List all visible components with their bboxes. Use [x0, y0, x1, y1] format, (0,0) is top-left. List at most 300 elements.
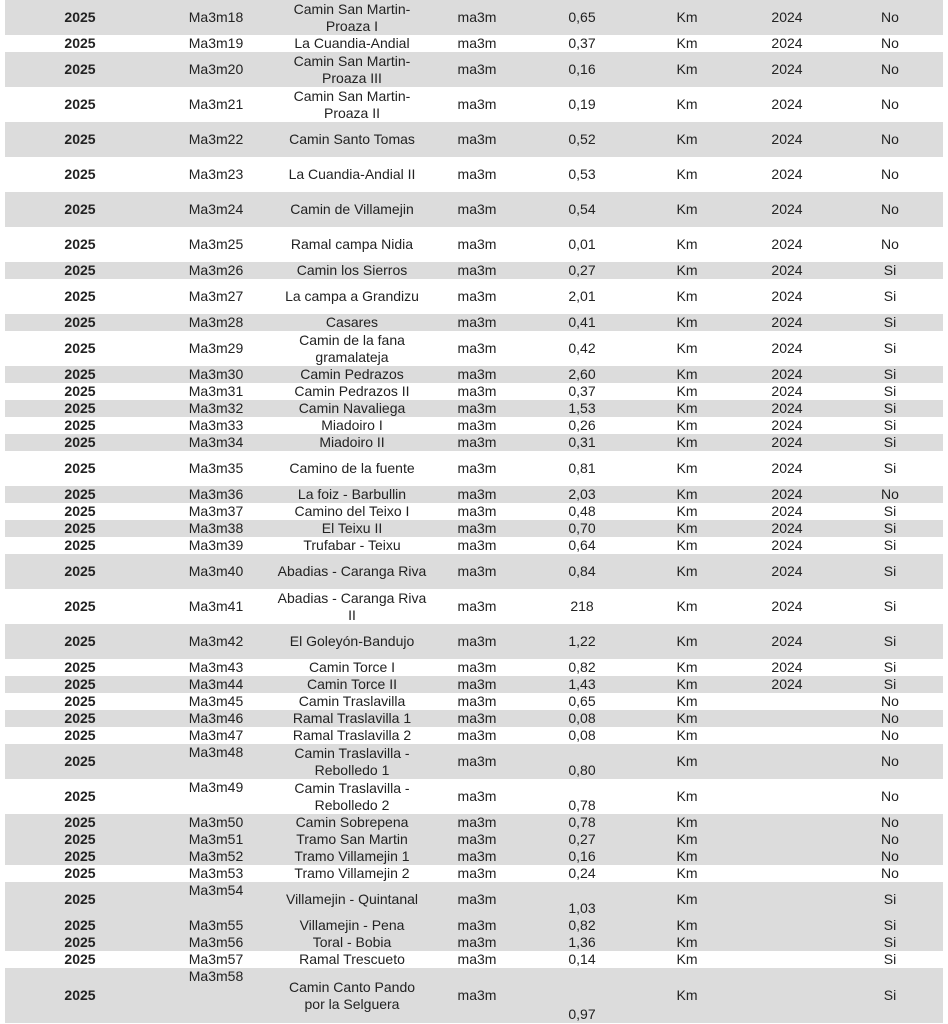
year-cell: 2025 [64, 340, 96, 356]
table-row [5, 865, 943, 882]
prev-year-cell [737, 968, 837, 1023]
measure-cell: Km [637, 554, 737, 589]
year-cell: 2025 [64, 865, 96, 881]
name-cell: Villamejin - Quintanal [277, 882, 427, 917]
year-cell: 2025 [64, 727, 96, 743]
year-cell: 2025 [5, 968, 155, 1023]
year-cell: 2025 [64, 460, 96, 476]
prev-year-cell: 2024 [737, 554, 837, 589]
code-cell: Ma3m40 [155, 554, 277, 589]
code-cell: Ma3m29 [188, 340, 244, 356]
value-cell: 0,53 [568, 166, 596, 182]
table-row [5, 554, 943, 589]
value-cell: 0,65 [527, 0, 637, 35]
flag-cell: No [837, 192, 943, 227]
flag-cell: Si [883, 340, 897, 356]
measure-cell: Km [676, 236, 698, 252]
name-cell: Camino del Teixo I [294, 503, 410, 520]
year-cell: 2025 [64, 659, 96, 675]
flag-cell: Si [837, 554, 943, 589]
prev-year-cell: 2024 [771, 288, 803, 304]
unit-cell: ma3m [457, 236, 497, 252]
measure-cell: Km [637, 52, 737, 87]
year-cell: 2025 [5, 814, 155, 831]
value-cell: 1,36 [527, 934, 637, 951]
value-cell: 0,84 [527, 554, 637, 589]
code-cell: Ma3m46 [155, 710, 277, 727]
value-cell: 1,03 [527, 882, 637, 917]
table-row [5, 934, 943, 951]
year-cell: 2025 [64, 35, 96, 51]
year-cell: 2025 [5, 262, 155, 279]
code-cell: Ma3m25 [188, 236, 244, 252]
unit-cell: ma3m [427, 831, 527, 848]
flag-cell: Si [837, 400, 943, 417]
name-cell: Ramal Traslavilla 1 [277, 710, 427, 727]
code-cell: Ma3m52 [155, 848, 277, 865]
name-cell: Camin Pedrazos [277, 366, 427, 383]
value-cell: 0,08 [527, 710, 637, 727]
prev-year-cell: 2024 [771, 460, 803, 476]
name-cell: Camin Pedrazos II [294, 383, 410, 400]
unit-cell: ma3m [457, 788, 497, 804]
unit-cell: ma3m [457, 503, 497, 519]
code-cell: Ma3m20 [155, 52, 277, 87]
measure-cell: Km [637, 624, 737, 659]
flag-cell: No [881, 35, 899, 51]
flag-cell: No [837, 744, 943, 779]
year-cell: 2025 [5, 848, 155, 865]
name-cell: Camin Torce I [308, 659, 396, 676]
measure-cell: Km [637, 710, 737, 727]
unit-cell: ma3m [457, 865, 497, 881]
code-cell: Ma3m30 [155, 366, 277, 383]
value-cell: 0,82 [527, 917, 637, 934]
value-cell: 2,01 [568, 288, 596, 304]
table-row [5, 951, 943, 968]
value-cell: 0,41 [527, 314, 637, 331]
code-cell: Ma3m56 [155, 934, 277, 951]
measure-cell: Km [637, 968, 737, 1023]
value-cell: 0,16 [527, 848, 637, 865]
name-cell: Camin Navaliega [277, 400, 427, 417]
measure-cell: Km [637, 122, 737, 157]
year-cell: 2025 [5, 934, 155, 951]
code-cell: Ma3m31 [188, 383, 244, 399]
name-cell: Camin San Martin-Proaza III [277, 52, 427, 87]
unit-cell: ma3m [427, 814, 527, 831]
value-cell: 0,52 [527, 122, 637, 157]
measure-cell: Km [676, 288, 698, 304]
code-cell: Ma3m35 [188, 460, 244, 476]
year-cell: 2025 [5, 314, 155, 331]
name-cell: Camino de la fuente [289, 460, 415, 477]
flag-cell: Si [837, 917, 943, 934]
year-cell: 2025 [64, 417, 96, 433]
flag-cell: Si [837, 882, 943, 917]
unit-cell: ma3m [427, 192, 527, 227]
flag-cell: Si [883, 503, 897, 519]
name-cell: Camin de la fana gramalateja [299, 332, 405, 365]
year-cell: 2025 [5, 52, 155, 87]
unit-cell: ma3m [457, 340, 497, 356]
measure-cell: Km [637, 848, 737, 865]
table-row [5, 831, 943, 848]
measure-cell: Km [637, 744, 737, 779]
name-cell: Camin Torce II [277, 676, 427, 693]
unit-cell: ma3m [427, 486, 527, 503]
year-cell: 2025 [5, 917, 155, 934]
table-row [5, 503, 943, 520]
value-cell: 0,78 [568, 797, 596, 813]
code-cell: Ma3m22 [155, 122, 277, 157]
table-row [5, 192, 943, 227]
unit-cell: ma3m [457, 383, 497, 399]
flag-cell: No [837, 831, 943, 848]
prev-year-cell: 2024 [737, 624, 837, 659]
measure-cell: Km [676, 951, 698, 967]
unit-cell: ma3m [457, 96, 497, 112]
measure-cell: Km [676, 865, 698, 881]
value-cell: 0,82 [568, 659, 596, 675]
table-row [5, 659, 943, 676]
year-cell: 2025 [5, 831, 155, 848]
prev-year-cell: 2024 [737, 486, 837, 503]
value-cell: 0,31 [527, 434, 637, 451]
measure-cell: Km [637, 520, 737, 537]
prev-year-cell: 2024 [771, 166, 803, 182]
year-cell: 2025 [64, 537, 96, 553]
flag-cell: Si [837, 314, 943, 331]
table-row [5, 882, 943, 917]
code-cell: Ma3m19 [188, 35, 244, 51]
year-cell: 2025 [64, 788, 96, 804]
name-cell: El Goleyón-Bandujo [277, 624, 427, 659]
value-cell: 0,37 [568, 35, 596, 51]
table-row [5, 693, 943, 710]
value-cell: 0,81 [568, 460, 596, 476]
table-row [5, 383, 943, 400]
table-row [5, 314, 943, 331]
code-cell: Ma3m54 [155, 882, 277, 917]
measure-cell: Km [676, 788, 698, 804]
table-row [5, 0, 943, 35]
flag-cell: No [881, 788, 899, 804]
code-cell: Ma3m47 [188, 727, 244, 743]
table-row [5, 400, 943, 417]
code-cell: Ma3m42 [155, 624, 277, 659]
flag-cell: Si [883, 460, 897, 476]
unit-cell: ma3m [427, 262, 527, 279]
table-row [5, 676, 943, 693]
flag-cell: Si [883, 383, 897, 399]
flag-cell: No [881, 865, 899, 881]
table-row [5, 279, 943, 314]
flag-cell: Si [837, 934, 943, 951]
value-cell: 0,80 [527, 744, 637, 779]
year-cell: 2025 [5, 882, 155, 917]
code-cell: Ma3m53 [188, 865, 244, 881]
name-cell: Camin Santo Tomas [277, 122, 427, 157]
year-cell: 2025 [5, 122, 155, 157]
year-cell: 2025 [64, 951, 96, 967]
code-cell: Ma3m36 [155, 486, 277, 503]
table-row [5, 744, 943, 779]
value-cell: 0,19 [568, 96, 596, 112]
prev-year-cell [737, 727, 837, 744]
value-cell: 0,14 [568, 951, 596, 967]
unit-cell: ma3m [427, 52, 527, 87]
flag-cell: Si [883, 537, 897, 553]
table-row [5, 227, 943, 262]
code-cell: Ma3m45 [188, 693, 244, 709]
flag-cell: No [881, 96, 899, 112]
flag-cell: No [881, 166, 899, 182]
name-cell: Tramo San Martin [277, 831, 427, 848]
measure-cell: Km [637, 366, 737, 383]
name-cell: Ramal campa Nidia [290, 236, 414, 253]
code-cell: Ma3m23 [188, 166, 244, 182]
prev-year-cell: 2024 [737, 314, 837, 331]
value-cell: 0,65 [568, 693, 596, 709]
prev-year-cell [737, 934, 837, 951]
unit-cell: ma3m [457, 417, 497, 433]
year-cell: 2025 [5, 744, 155, 779]
table-body [5, 0, 943, 1023]
measure-cell: Km [637, 486, 737, 503]
year-cell: 2025 [64, 288, 96, 304]
table-row [5, 157, 943, 192]
prev-year-cell [737, 882, 837, 917]
measure-cell: Km [637, 192, 737, 227]
name-cell: Toral - Bobia [277, 934, 427, 951]
measure-cell: Km [676, 727, 698, 743]
unit-cell: ma3m [427, 968, 527, 1023]
code-cell: Ma3m26 [155, 262, 277, 279]
measure-cell: Km [637, 0, 737, 35]
flag-cell: No [881, 693, 899, 709]
flag-cell: No [837, 848, 943, 865]
value-cell: 0,97 [527, 968, 637, 1023]
code-cell: Ma3m28 [155, 314, 277, 331]
measure-cell: Km [637, 882, 737, 917]
unit-cell: ma3m [457, 35, 497, 51]
value-cell: 0,26 [568, 417, 596, 433]
flag-cell: No [837, 122, 943, 157]
value-cell: 0,01 [568, 236, 596, 252]
code-cell: Ma3m48 [155, 744, 277, 779]
name-cell: Tramo Villamejin 1 [277, 848, 427, 865]
year-cell: 2025 [5, 486, 155, 503]
unit-cell: ma3m [457, 288, 497, 304]
year-cell: 2025 [5, 554, 155, 589]
prev-year-cell: 2024 [737, 52, 837, 87]
prev-year-cell [737, 865, 837, 882]
prev-year-cell: 2024 [737, 400, 837, 417]
prev-year-cell: 2024 [771, 340, 803, 356]
code-cell: Ma3m37 [188, 503, 244, 519]
code-cell: Ma3m39 [188, 537, 244, 553]
measure-cell: Km [676, 659, 698, 675]
value-cell: 0,78 [527, 814, 637, 831]
flag-cell: Si [837, 434, 943, 451]
flag-cell: Si [883, 951, 897, 967]
name-cell: Camin Traslavilla [298, 693, 406, 710]
year-cell: 2025 [64, 383, 96, 399]
table-row [5, 366, 943, 383]
measure-cell: Km [676, 35, 698, 51]
measure-cell: Km [637, 814, 737, 831]
code-cell: Ma3m33 [188, 417, 244, 433]
code-cell: Ma3m58 [155, 968, 277, 1023]
prev-year-cell: 2024 [771, 537, 803, 553]
measure-cell: Km [637, 934, 737, 951]
name-cell: Abadias - Caranga Riva [277, 554, 427, 589]
prev-year-cell: 2024 [737, 192, 837, 227]
name-cell: La Cuandia-Andial [294, 35, 410, 52]
measure-cell: Km [637, 831, 737, 848]
code-cell: Ma3m41 [188, 598, 244, 614]
flag-cell: Si [883, 598, 897, 614]
prev-year-cell: 2024 [771, 383, 803, 399]
name-cell: Camin los Sierros [277, 262, 427, 279]
flag-cell: No [837, 814, 943, 831]
code-cell: Ma3m57 [188, 951, 244, 967]
flag-cell: No [881, 236, 899, 252]
prev-year-cell [737, 710, 837, 727]
name-cell: Camin Canto Pando por la Selguera [277, 968, 427, 1023]
table-row [5, 87, 943, 122]
flag-cell: Si [837, 676, 943, 693]
prev-year-cell: 2024 [737, 366, 837, 383]
name-cell: Camin Traslavilla - Rebolledo 2 [294, 780, 410, 813]
measure-cell: Km [676, 460, 698, 476]
unit-cell: ma3m [457, 659, 497, 675]
year-cell: 2025 [5, 366, 155, 383]
table-row [5, 779, 943, 814]
name-cell: Camin San Martin-Proaza I [277, 0, 427, 35]
table-row [5, 589, 943, 624]
measure-cell: Km [637, 262, 737, 279]
flag-cell: Si [837, 366, 943, 383]
unit-cell: ma3m [457, 537, 497, 553]
measure-cell: Km [637, 400, 737, 417]
unit-cell: ma3m [427, 917, 527, 934]
measure-cell: Km [676, 340, 698, 356]
unit-cell: ma3m [427, 934, 527, 951]
value-cell: 0,54 [527, 192, 637, 227]
unit-cell: ma3m [457, 598, 497, 614]
flag-cell: Si [883, 288, 897, 304]
value-cell: 2,60 [527, 366, 637, 383]
measure-cell: Km [676, 383, 698, 399]
code-cell: Ma3m18 [155, 0, 277, 35]
value-cell: 218 [570, 598, 594, 614]
prev-year-cell: 2024 [771, 417, 803, 433]
unit-cell: ma3m [427, 520, 527, 537]
table-row [5, 520, 943, 537]
flag-cell: Si [883, 417, 897, 433]
table-row [5, 727, 943, 744]
table-row [5, 434, 943, 451]
unit-cell: ma3m [457, 166, 497, 182]
unit-cell: ma3m [427, 0, 527, 35]
flag-cell: Si [837, 262, 943, 279]
measure-cell: Km [637, 434, 737, 451]
table-row [5, 35, 943, 52]
flag-cell: Si [837, 520, 943, 537]
year-cell: 2025 [5, 520, 155, 537]
value-cell: 1,43 [527, 676, 637, 693]
year-cell: 2025 [64, 503, 96, 519]
prev-year-cell: 2024 [737, 520, 837, 537]
measure-cell: Km [676, 598, 698, 614]
prev-year-cell: 2024 [737, 434, 837, 451]
unit-cell: ma3m [427, 744, 527, 779]
year-cell: 2025 [64, 96, 96, 112]
name-cell: Camin de Villamejin [277, 192, 427, 227]
value-cell: 0,70 [527, 520, 637, 537]
table-row [5, 331, 943, 366]
year-cell: 2025 [5, 710, 155, 727]
measure-cell: Km [637, 676, 737, 693]
unit-cell: ma3m [427, 554, 527, 589]
year-cell: 2025 [64, 598, 96, 614]
prev-year-cell [737, 831, 837, 848]
value-cell: 1,22 [527, 624, 637, 659]
flag-cell: Si [837, 968, 943, 1023]
prev-year-cell [737, 744, 837, 779]
name-cell: Ramal Trescueto [299, 951, 405, 968]
unit-cell: ma3m [457, 951, 497, 967]
year-cell: 2025 [5, 0, 155, 35]
flag-cell: No [837, 0, 943, 35]
name-cell: Ramal Traslavilla 2 [292, 727, 412, 744]
value-cell: 2,03 [527, 486, 637, 503]
value-cell: 0,37 [568, 383, 596, 399]
table-row [5, 968, 943, 1023]
prev-year-cell [737, 814, 837, 831]
code-cell: Ma3m21 [188, 96, 244, 112]
unit-cell: ma3m [427, 314, 527, 331]
measure-cell: Km [676, 96, 698, 112]
flag-cell: No [837, 52, 943, 87]
table-row [5, 537, 943, 554]
prev-year-cell: 2024 [771, 503, 803, 519]
name-cell: El Teixu II [277, 520, 427, 537]
name-cell: Camin Traslavilla - Rebolledo 1 [277, 744, 427, 779]
name-cell: Casares [277, 314, 427, 331]
code-cell: Ma3m27 [188, 288, 244, 304]
value-cell: 0,08 [568, 727, 596, 743]
unit-cell: ma3m [427, 848, 527, 865]
table-row [5, 417, 943, 434]
value-cell: 0,27 [527, 262, 637, 279]
unit-cell: ma3m [427, 710, 527, 727]
prev-year-cell [737, 848, 837, 865]
code-cell: Ma3m32 [155, 400, 277, 417]
value-cell: 0,42 [568, 340, 596, 356]
value-cell: 0,48 [568, 503, 596, 519]
unit-cell: ma3m [427, 434, 527, 451]
value-cell: 0,64 [568, 537, 596, 553]
flag-cell: No [837, 486, 943, 503]
table-row [5, 262, 943, 279]
measure-cell: Km [676, 417, 698, 433]
name-cell: Camin Sobrepena [277, 814, 427, 831]
table-row [5, 814, 943, 831]
unit-cell: ma3m [427, 624, 527, 659]
